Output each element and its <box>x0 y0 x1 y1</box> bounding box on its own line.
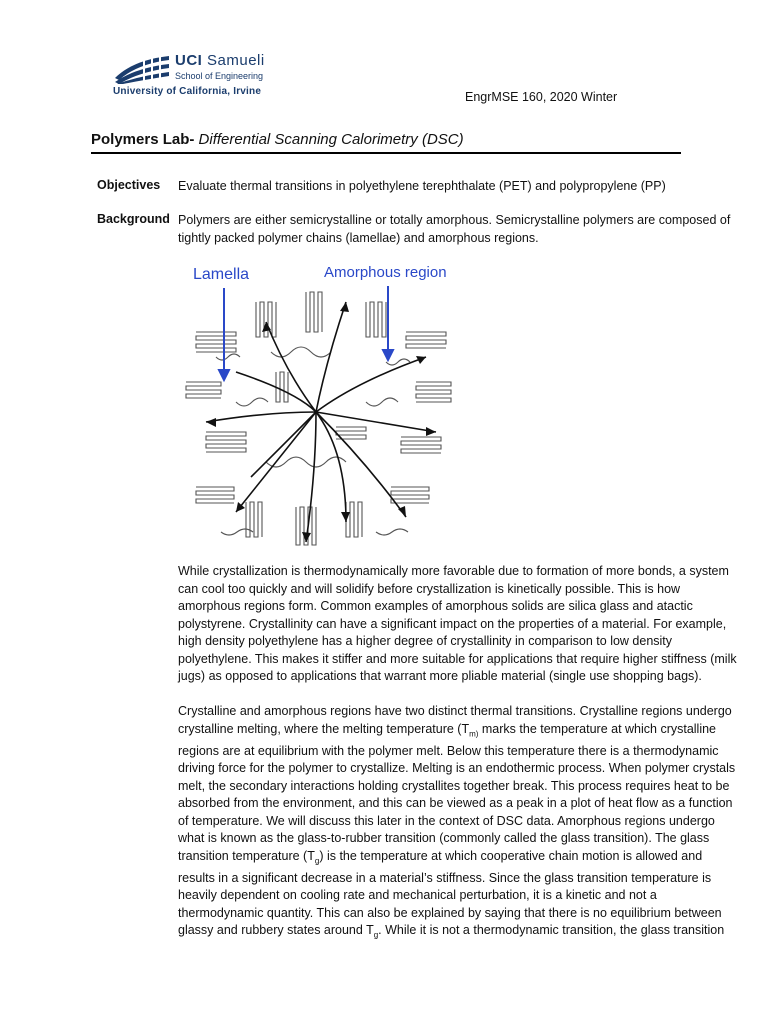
paragraph-thermal-transitions: Crystalline and amorphous regions have two distinct thermal transitions. Crystalline regions undergo crystalline melting, where the melting temperature ($T_{m)}$ marks the temperature at which crystalline regions are at equilibrium with the polymer melt. Below this temperature there is a thermodynamic driving force for the polymer to crystallize. Melting is an endothermic process. When polymer crystals melt, the secondary interactions holding crystallites together break. This process requires heat to be absorbed from the environment, and this can be viewed as a peak in a plot of heat flow as a function of temperature. We will discuss this later in the context of DSC data. Amorphous regions undergo what is known as the glass-to-rubber transition (commonly called the glass transition). The glass transition temperature $(T_g)$ is the temperature at which cooperative chain motion is allowed and results in a significant decrease in a material’s stiffness. Since the glass transition temperature is heavily dependent on cooling rate and mechanical perturbation, it is a kinetic and not a thermodynamic quantity. This can also be explained by saying that there is no equilibrium between glassy and rubbery states around $T_g$. While it is not a thermodynamic transition, the glass transition <box>178 704 736 940</box>
background-label: Background <box>97 212 170 226</box>
background-text: Polymers are either semicrystalline or totally amorphous. Semicrystalline polymers are composed of tightly packed polymer chains (lamellae) and amorphous regions. <box>178 213 731 245</box>
uci-samueli-logo <box>113 52 273 102</box>
objectives-label: Objectives <box>97 178 161 192</box>
amorphous-region-label: Amorphous region <box>324 264 447 281</box>
page-title <box>91 131 464 148</box>
title-bold: Polymers Lab- <box>91 131 195 148</box>
title-divider <box>91 152 681 154</box>
uci-wave-logo-icon <box>113 54 171 84</box>
polymer-structure-figure <box>176 262 466 562</box>
polymer-chains-diagram <box>176 262 466 562</box>
objectives-text: Evaluate thermal transitions in polyethylene terephthalate (PET) and polypropylene (PP) <box>178 179 666 193</box>
logo-school-text: School of Engineering <box>175 71 264 81</box>
logo-uci-text: UCI Samueli <box>175 52 265 69</box>
lamella-label: Lamella <box>193 266 250 283</box>
logo-university-text: University of California, Irvine <box>113 86 262 97</box>
title-italic: Differential Scanning Calorimetry (DSC) <box>198 131 464 148</box>
paragraph-crystallization: While crystallization is thermodynamically more favorable due to formation of more bonds, a system can cool too quickly and will solidify before crystallization is kinetically possible. This is how amorphous regions form. Common examples of amorphous solids are silica glass and atactic polystyrene. Crystallinity can have a significant impact on the properties of a material. For example, high density polyethylene has a higher degree of crystallinity in comparison to low density polyethylene. This makes it stiffer and more suitable for applications that require higher stiffness (milk jugs) as opposed to applications that warrant more pliable material (single use shopping bags). <box>178 564 737 683</box>
course-label: EngrMSE 160, 2020 Winter <box>465 90 618 104</box>
